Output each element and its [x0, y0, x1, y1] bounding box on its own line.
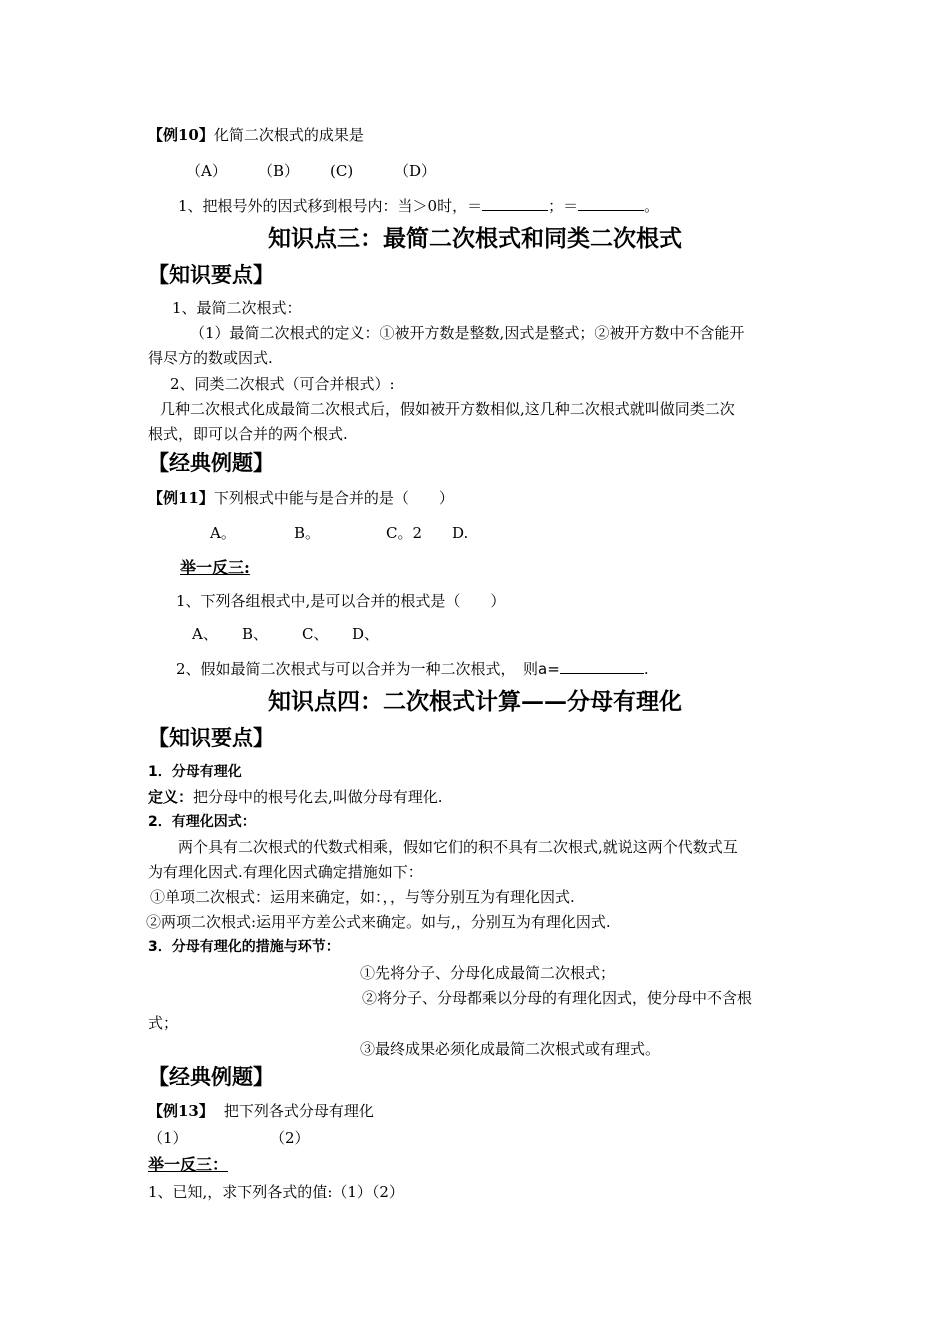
kp3-line-5: 几种二次根式化成最简二次根式后，假如被开方数相似,这几种二次根式就叫做同类二次 [160, 400, 735, 418]
definition-text: 把分母中的根号化去,叫做分母有理化. [193, 788, 443, 806]
example-13-part-2: （2） [270, 1129, 310, 1147]
section-4-title: 知识点四：二次根式计算——分母有理化 [268, 688, 682, 715]
kp3-line-4: 2、同类二次根式（可合并根式）: [170, 375, 395, 393]
kp4-text-2: 为有理化因式.有理化因式确定措施如下： [148, 863, 423, 881]
kp4-text-1: 两个具有二次根式的代数式相乘，假如它们的积不具有二次根式,就说这两个代数式互 [178, 838, 738, 856]
example-10-option-a: （A） [186, 162, 227, 180]
practice-3-q2-var: a= [538, 660, 560, 678]
example-10-option-d: （D） [394, 162, 437, 180]
kp3-line-3: 得尽方的数或因式. [148, 349, 273, 367]
kp4-section-2: 2．有理化因式： [148, 814, 256, 830]
answer-blank-3[interactable] [560, 659, 644, 674]
kp4-definition [148, 787, 443, 807]
example-10-option-b: （B） [258, 162, 300, 180]
kp4-step-2-cont: 式； [148, 1014, 179, 1032]
example-13-label: 【例13】 [148, 1102, 214, 1120]
kp4-step-3: ③最终成果必须化成最简二次根式或有理式。 [360, 1040, 661, 1058]
kp4-section-1: 1．分母有理化 [148, 764, 242, 780]
practice-3-q1-option-d: D、 [352, 625, 380, 643]
example-11-option-a: A。 [210, 524, 236, 542]
practice-3-q2-end: . [643, 660, 649, 678]
kp4-step-1: ①先将分子、分母化成最简二次根式； [360, 964, 616, 982]
kp4-text-3: ①单项二次根式：运用来确定，如：，，与等分别互为有理化因式. [150, 888, 575, 906]
practice-4-q1: 1、已知,，求下列各式的值:（1）（2） [148, 1183, 404, 1201]
example-10 [148, 125, 364, 145]
example-11-option-d: D. [452, 524, 469, 542]
example-10-option-c: (C) [330, 162, 354, 180]
example-11-option-c: C。2 [386, 524, 423, 542]
practice-1-pre: 1、把根号外的因式移到根号内：当＞0时，＝ [178, 197, 483, 215]
example-13-text: 把下列各式分母有理化 [223, 1102, 374, 1120]
practice-heading-3: 举一反三: [180, 558, 250, 577]
kp4-step-2: ②将分子、分母都乘以分母的有理化因式，使分母中不含根 [362, 989, 753, 1007]
practice-heading-4: 举一反三： [148, 1155, 229, 1174]
section-3-title: 知识点三：最简二次根式和同类二次根式 [268, 225, 682, 252]
answer-blank-2[interactable] [578, 196, 644, 211]
practice-3-q1-option-a: A、 [192, 625, 218, 643]
knowledge-points-heading-3: 【知识要点】 [148, 262, 274, 287]
kp3-line-6: 根式，即可以合并的两个根式. [148, 425, 348, 443]
practice-3-q1: 1、下列各组根式中,是可以合并的根式是（ ） [176, 592, 506, 610]
practice-3-q1-option-b: B、 [242, 625, 269, 643]
kp3-line-1: 1、最简二次根式： [172, 299, 302, 317]
example-13 [148, 1101, 374, 1121]
example-11-text: 下列根式中能与是合并的是（ ） [213, 489, 454, 507]
kp3-line-2: （1）最简二次根式的定义：①被开方数是整数,因式是整式；②被开方数中不含能开 [190, 324, 745, 342]
example-11-option-b: B。 [294, 524, 321, 542]
kp4-text-4: ②两项二次根式:运用平方差公式来确定。如与,，分别互为有理化因式. [146, 913, 611, 931]
practice-3-q2 [176, 659, 649, 679]
example-11-label: 【例11】 [148, 489, 214, 507]
practice-3-q1-option-c: C、 [302, 625, 329, 643]
practice-3-q2-pre: 2、假如最简二次根式与可以合并为一种二次根式， 则 [176, 660, 539, 678]
practice-1-end: 。 [644, 197, 660, 215]
example-13-part-1: （1） [148, 1129, 188, 1147]
classic-examples-heading-3: 【经典例题】 [148, 450, 274, 475]
example-10-text: 化简二次根式的成果是 [213, 126, 364, 144]
definition-label: 定义： [148, 788, 194, 806]
example-10-label: 【例10】 [148, 126, 214, 144]
knowledge-points-heading-4: 【知识要点】 [148, 725, 274, 750]
example-10-practice-1 [178, 196, 659, 216]
example-11 [148, 488, 454, 508]
practice-1-mid: ；＝ [548, 197, 579, 215]
classic-examples-heading-4: 【经典例题】 [148, 1064, 274, 1089]
answer-blank-1[interactable] [482, 196, 548, 211]
kp4-section-3: 3．分母有理化的措施与环节： [148, 939, 340, 955]
